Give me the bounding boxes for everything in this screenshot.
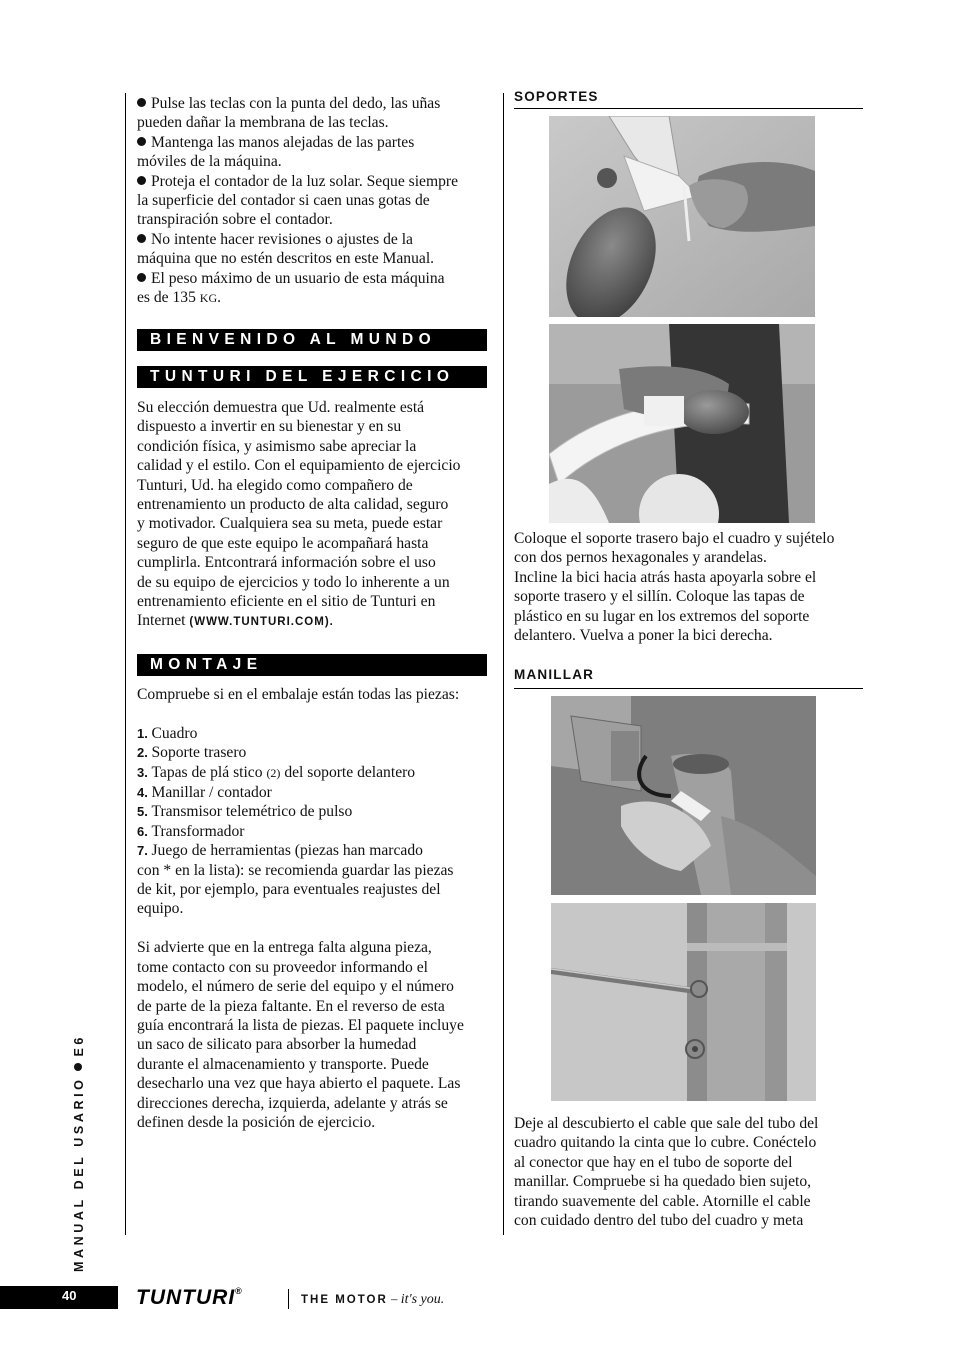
photo-placing-caps bbox=[549, 324, 815, 523]
part-item: 2. Soporte trasero bbox=[137, 744, 247, 762]
welcome-line: condición física, y asimismo sabe apreciar la bbox=[137, 437, 417, 455]
bullet-dot-icon bbox=[137, 98, 146, 107]
photo-cable-connector bbox=[551, 696, 816, 895]
part-item: 1. Cuadro bbox=[137, 724, 198, 742]
missing-line: Si advierte que en la entrega falta alguna pieza, bbox=[137, 939, 432, 957]
montaje-intro: Compruebe si en el embalaje están todas las piezas: bbox=[137, 686, 460, 703]
tunturi-logo: TUNTURI® bbox=[136, 1286, 243, 1309]
bullet-item: Pulse las teclas con la punta del dedo, las uñas pueden dañar la membrana de las teclas. bbox=[137, 95, 441, 132]
soportes-paragraph bbox=[514, 529, 869, 645]
soportes-line: plástico en su lugar en los extremos del soporte bbox=[514, 607, 810, 625]
part-item: 3. Tapas de plá stico (2) del soporte delantero bbox=[137, 763, 416, 781]
welcome-line: Tunturi, Ud. ha elegido como compañero de bbox=[137, 476, 413, 494]
manillar-paragraph bbox=[514, 1114, 869, 1230]
soportes-line: soporte trasero y el sillín. Coloque las tapas de bbox=[514, 588, 805, 606]
heading-welcome-2: TUNTURI DEL EJERCICIO bbox=[137, 366, 487, 388]
heading-soportes: SOPORTES bbox=[514, 89, 599, 104]
bullet-dot-icon bbox=[137, 234, 146, 243]
missing-line: definen desde la posición de ejercicio. bbox=[137, 1113, 376, 1131]
page-number: 40 bbox=[62, 1288, 77, 1303]
welcome-line: y motivador. Cualquiera sea su meta, puede estar bbox=[137, 515, 443, 533]
missing-line: de parte de la pieza faltante. En el reverso de esta bbox=[137, 997, 445, 1015]
welcome-line: dispuesto a invertir en su bienestar y en su bbox=[137, 418, 402, 436]
missing-line: modelo, el número de serie del equipo y el número bbox=[137, 978, 454, 996]
manillar-line: manillar. Compruebe si ha quedado bien sujeto, bbox=[514, 1173, 812, 1191]
parts-list bbox=[137, 724, 497, 861]
soportes-line: Coloque el soporte trasero bajo el cuadro y sujételo bbox=[514, 530, 835, 547]
welcome-line: seguro de que este equipo le acompañará hasta bbox=[137, 534, 429, 552]
manillar-line: cuadro quitando la cinta que lo cubre. Conéctelo bbox=[514, 1134, 817, 1152]
tunturi-url[interactable]: (WWW.TUNTURI.COM). bbox=[189, 616, 334, 629]
bullet-dot-icon bbox=[137, 137, 146, 146]
side-title: MANUAL DEL USARIOE6 bbox=[72, 1034, 86, 1272]
missing-line: guía encontrará la lista de piezas. El paquete incluye bbox=[137, 1016, 464, 1034]
part-item: 5. Transmisor telemétrico de pulso bbox=[137, 803, 353, 821]
soportes-line: Incline la bici hacia atrás hasta apoyarla sobre el bbox=[514, 568, 817, 586]
safety-bullets bbox=[137, 94, 492, 308]
manillar-line: al conector que hay en el tubo de soporte del bbox=[514, 1153, 793, 1171]
welcome-line: Internet (WWW.TUNTURI.COM). bbox=[137, 612, 334, 630]
welcome-line: calidad y el estilo. Con el equipamiento de ejercicio bbox=[137, 457, 461, 475]
footer-separator bbox=[288, 1289, 289, 1309]
part-7-line: de kit, por ejemplo, para eventuales reajustes del bbox=[137, 881, 441, 899]
part-7-line: equipo. bbox=[137, 900, 184, 918]
welcome-line: entrenamiento un producto de alta calidad, seguro bbox=[137, 496, 449, 514]
bullet-dot-icon bbox=[137, 273, 146, 282]
montaje-section bbox=[137, 685, 497, 1132]
heading-manillar: MANILLAR bbox=[514, 667, 595, 682]
bullet-item: Mantenga las manos alejadas de las partes móviles de la máquina. bbox=[137, 133, 415, 171]
soportes-line: con dos pernos hexagonales y arandelas. bbox=[514, 549, 767, 567]
center-column-rule bbox=[503, 93, 504, 1235]
bullet-dot-icon bbox=[137, 176, 146, 185]
manillar-line: tirando suavemente del cable. Atornille el cable bbox=[514, 1192, 811, 1210]
bullet-item: No intente hacer revisiones o ajustes de la máquina que no estén descritos en este Manual. bbox=[137, 230, 435, 268]
part-7-continuation bbox=[137, 861, 497, 919]
manillar-line: Deje al descubierto el cable que sale del tubo del bbox=[514, 1115, 819, 1132]
welcome-line: entrenamiento eficiente en el sitio de Tunturi en bbox=[137, 593, 436, 611]
welcome-line: Su elección demuestra que Ud. realmente está bbox=[137, 399, 425, 416]
welcome-line: cumplirla. Entcontrará información sobre el uso bbox=[137, 554, 436, 572]
bullet-item: Proteja el contador de la luz solar. Seque siempre la superficie del contador si caen unas gotas de transpiración sobre el contador. bbox=[137, 172, 459, 229]
manillar-line: con cuidado dentro del tubo del cuadro y meta bbox=[514, 1212, 804, 1230]
left-column-rule bbox=[125, 93, 126, 1235]
missing-line: un saco de silicato para absorber la humedad bbox=[137, 1036, 417, 1054]
motto: THE MOTOR – it's you. bbox=[301, 1291, 445, 1307]
missing-parts-paragraph bbox=[137, 938, 497, 1132]
part-item: 6. Transformador bbox=[137, 822, 245, 840]
welcome-line: de su equipo de ejercicios y todo lo inherente a un bbox=[137, 573, 450, 591]
missing-line: desecharlo una vez que haya abierto el paquete. Las bbox=[137, 1075, 461, 1093]
part-7-line: con * en la lista): se recomienda guardar las piezas bbox=[137, 861, 454, 879]
part-item: 7. Juego de herramientas (piezas han marcado bbox=[137, 842, 423, 860]
part-item: 4. Manillar / contador bbox=[137, 784, 272, 802]
page-number-box bbox=[0, 1286, 118, 1309]
soportes-rule bbox=[514, 108, 863, 109]
welcome-paragraph bbox=[137, 398, 497, 633]
heading-montaje: MONTAJE bbox=[137, 654, 487, 676]
heading-welcome-1: BIENVENIDO AL MUNDO bbox=[137, 329, 487, 351]
missing-line: durante el almacenamiento y transporte. Puede bbox=[137, 1055, 429, 1073]
manillar-rule bbox=[514, 688, 863, 689]
missing-line: tome contacto con su proveedor informando el bbox=[137, 958, 428, 976]
soportes-line: delantero. Vuelva a poner la bici derecha. bbox=[514, 627, 773, 645]
bullet-item: El peso máximo de un usuario de esta máquina es de 135 KG. bbox=[137, 269, 445, 307]
photo-rear-support-bolts bbox=[549, 116, 815, 317]
photo-tube-screw bbox=[551, 903, 816, 1101]
side-dot-icon bbox=[74, 1063, 82, 1071]
missing-line: direcciones derecha, izquierda, adelante y atrás se bbox=[137, 1094, 448, 1112]
